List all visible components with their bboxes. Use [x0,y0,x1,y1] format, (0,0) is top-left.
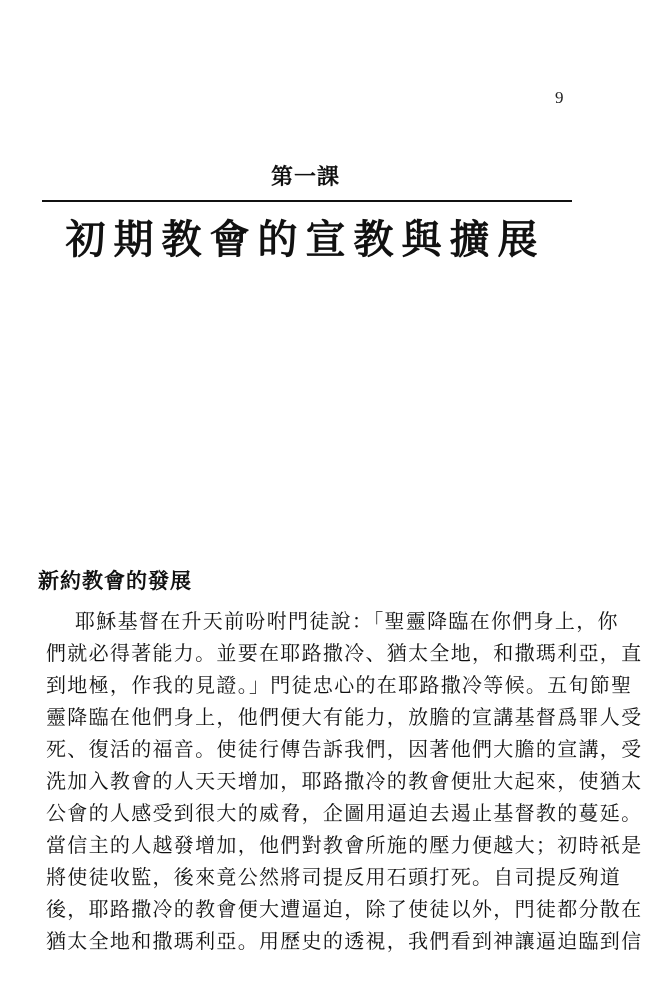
text-line: 將使徒收監，後來竟公然將司提反用石頭打死。自司提反殉道 [46,865,622,889]
page-number: 9 [555,88,564,107]
lesson-label: 第一課 [270,165,340,190]
text-line: 靈降臨在他們身上，他們便大有能力，放膽的宣講基督爲罪人受 [46,705,643,729]
text-line: 們就必得著能力。並要在耶路撒冷、猶太全地，和撒瑪利亞，直 [46,641,643,665]
title-divider [42,200,572,202]
text-line: 到地極，作我的見證。」門徒忠心的在耶路撒冷等候。五旬節聖 [46,673,633,697]
text-line: 猶太全地和撒瑪利亞。用歷史的透視，我們看到神讓逼迫臨到信 [46,929,643,953]
text-line: 公會的人感受到很大的威脅，企圖用逼迫去遏止基督教的蔓延。 [46,801,643,825]
body-paragraph [46,605,643,957]
page-title: 初期教會的宣教與擴展 [65,216,546,263]
text-line: 當信主的人越發增加，他們對教會所施的壓力便越大；初時祇是 [46,833,643,857]
text-line: 後，耶路撒冷的教會便大遭逼迫，除了使徒以外，門徒都分散在 [46,897,643,921]
text-line: 耶穌基督在升天前吩咐門徒說：「聖靈降臨在你們身上，你 [75,609,619,633]
section-heading: 新約教會的發展 [38,569,192,593]
text-line: 洗加入教會的人天天增加，耶路撒冷的教會便壯大起來，使猶太 [46,769,643,793]
text-line: 死、復活的福音。使徒行傳告訴我們，因著他們大膽的宣講，受 [46,737,643,761]
